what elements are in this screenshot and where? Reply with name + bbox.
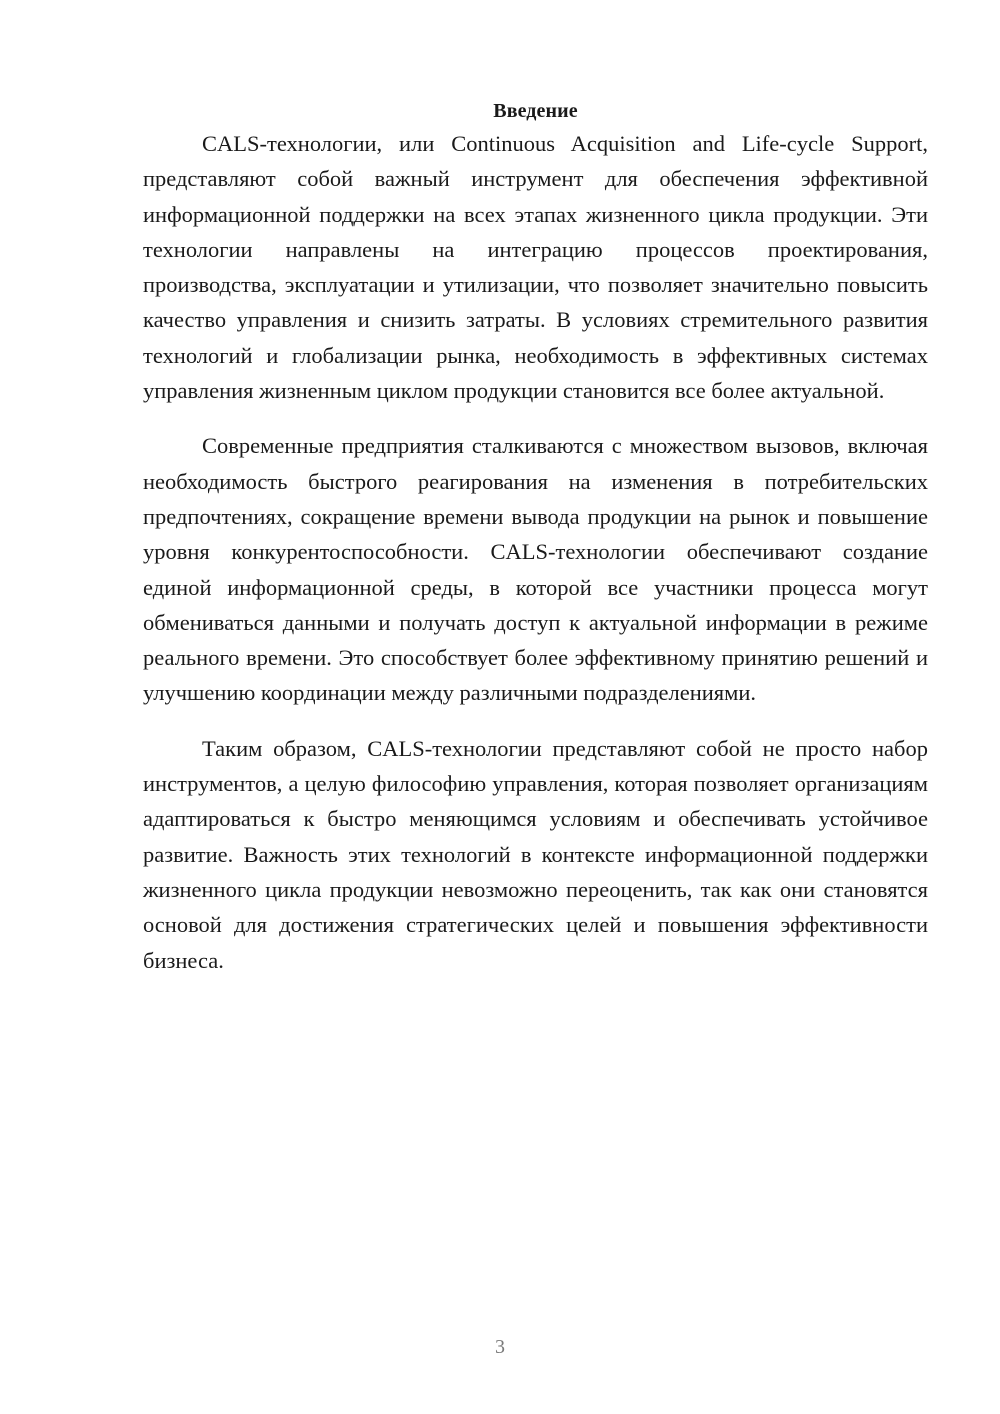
section-title: Введение (493, 100, 578, 122)
paragraph-2: Современные предприятия сталкиваются с множеством вызовов, включая необходимость быстрого реагирования на изменения в потребительских предпочтениях, сокращение времени вывода продукции на рынок и повышение уровня конкурентоспособности. CALS-технологии обеспечивают создание единой информационной среды, в которой все участники процесса могут обмениваться данными и получать доступ к актуальной информации в режиме реального времени. Это способствует более эффективному принятию решений и улучшению координации между различными подразделениями. (143, 433, 928, 706)
page-number: 3 (495, 1336, 505, 1358)
page-content (143, 96, 928, 998)
paragraph-1: CALS-технологии, или Continuous Acquisition and Life-cycle Support, представляют собой важный инструмент для обеспечения эффективной информационной поддержки на всех этапах жизненного цикла продукции. Эти технологии направлены на интеграцию процессов проектирования, производства, эксплуатации и утилизации, что позволяет значительно повысить качество управления и снизить затраты. В условиях стремительного развития технологий и глобализации рынка, необходимость в эффективных системах управления жизненным циклом продукции становится все более актуальной. (143, 131, 928, 404)
paragraph-3: Таким образом, CALS-технологии представляют собой не просто набор инструментов, а целую философию управления, которая позволяет организациям адаптироваться к быстро меняющимся условиям и обеспечивать устойчивое развитие. Важность этих технологий в контексте информационной поддержки жизненного цикла продукции невозможно переоценить, так как они становятся основой для достижения стратегических целей и повышения эффективности бизнеса. (143, 735, 928, 973)
